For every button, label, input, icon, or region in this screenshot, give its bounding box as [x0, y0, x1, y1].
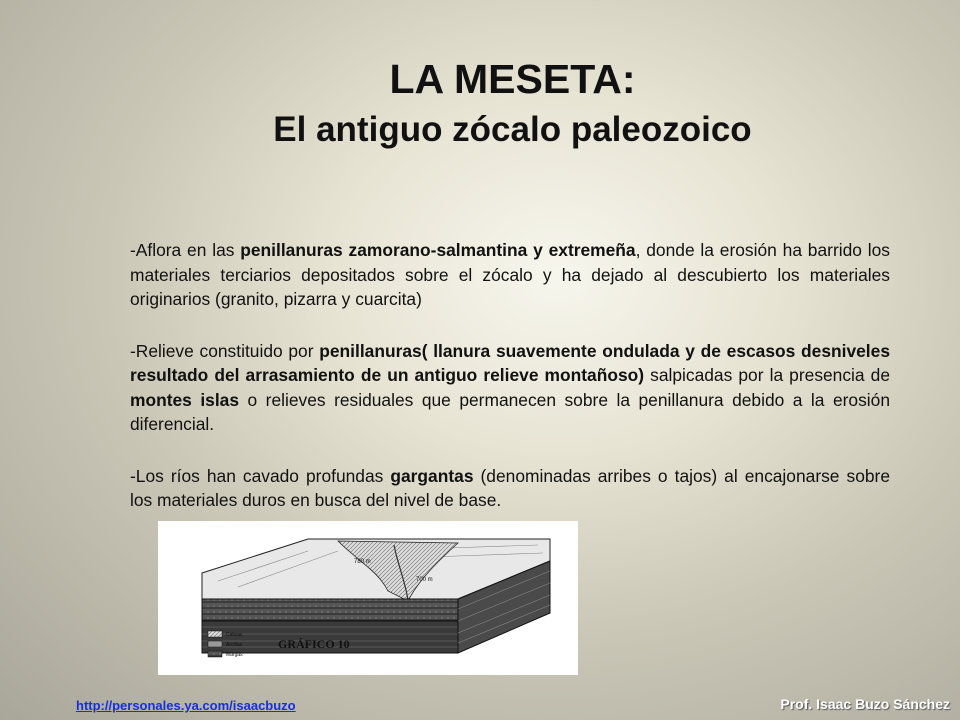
elevation-label-700: 700 m: [416, 577, 433, 583]
legend-swatch-arcillas: [208, 641, 222, 647]
website-link[interactable]: http://personales.ya.com/isaacbuzo: [76, 698, 296, 713]
slide-subtitle: El antiguo zócalo paleozoico: [273, 110, 752, 149]
legend-label-calizas: Calizas: [226, 632, 243, 638]
legend-swatch-margas: [208, 651, 222, 657]
block-diagram-figure: [158, 521, 578, 675]
body-text: [130, 238, 890, 540]
legend-label-arcillas: Arcillas: [226, 642, 243, 648]
legend-label-margas: Margas: [226, 652, 243, 658]
author-credit: Prof. Isaac Buzo Sánchez: [780, 696, 950, 712]
figure-caption: GRÁFICO 10: [278, 637, 350, 651]
slide-title: LA MESETA:: [389, 56, 636, 102]
legend-swatch-calizas: [208, 631, 222, 637]
paragraph-2: -Relieve constituido por penillanuras( llanura suavemente ondulada y de escasos desniveles resultado del arrasamiento de un antiguo relieve montañoso) salpicadas por la presencia de montes islas o relieves residuales que permanecen sobre la penillanura debido a la erosión diferencial.: [130, 340, 890, 434]
paragraph-1: -Aflora en las penillanuras zamorano-salmantina y extremeña, donde la erosión ha barrido los materiales terciarios depositados sobre el zócalo y ha dejado al descubierto los materiales originarios (granito, pizarra y cuarcita): [130, 240, 890, 309]
block-diagram-illustration: [158, 521, 578, 675]
elevation-label-780: 780 m: [354, 559, 371, 565]
paragraph-3: -Los ríos han cavado profundas gargantas (denominadas arribes o tajos) al encajonarse sobre los materiales duros en busca del nivel de base.: [130, 465, 890, 510]
